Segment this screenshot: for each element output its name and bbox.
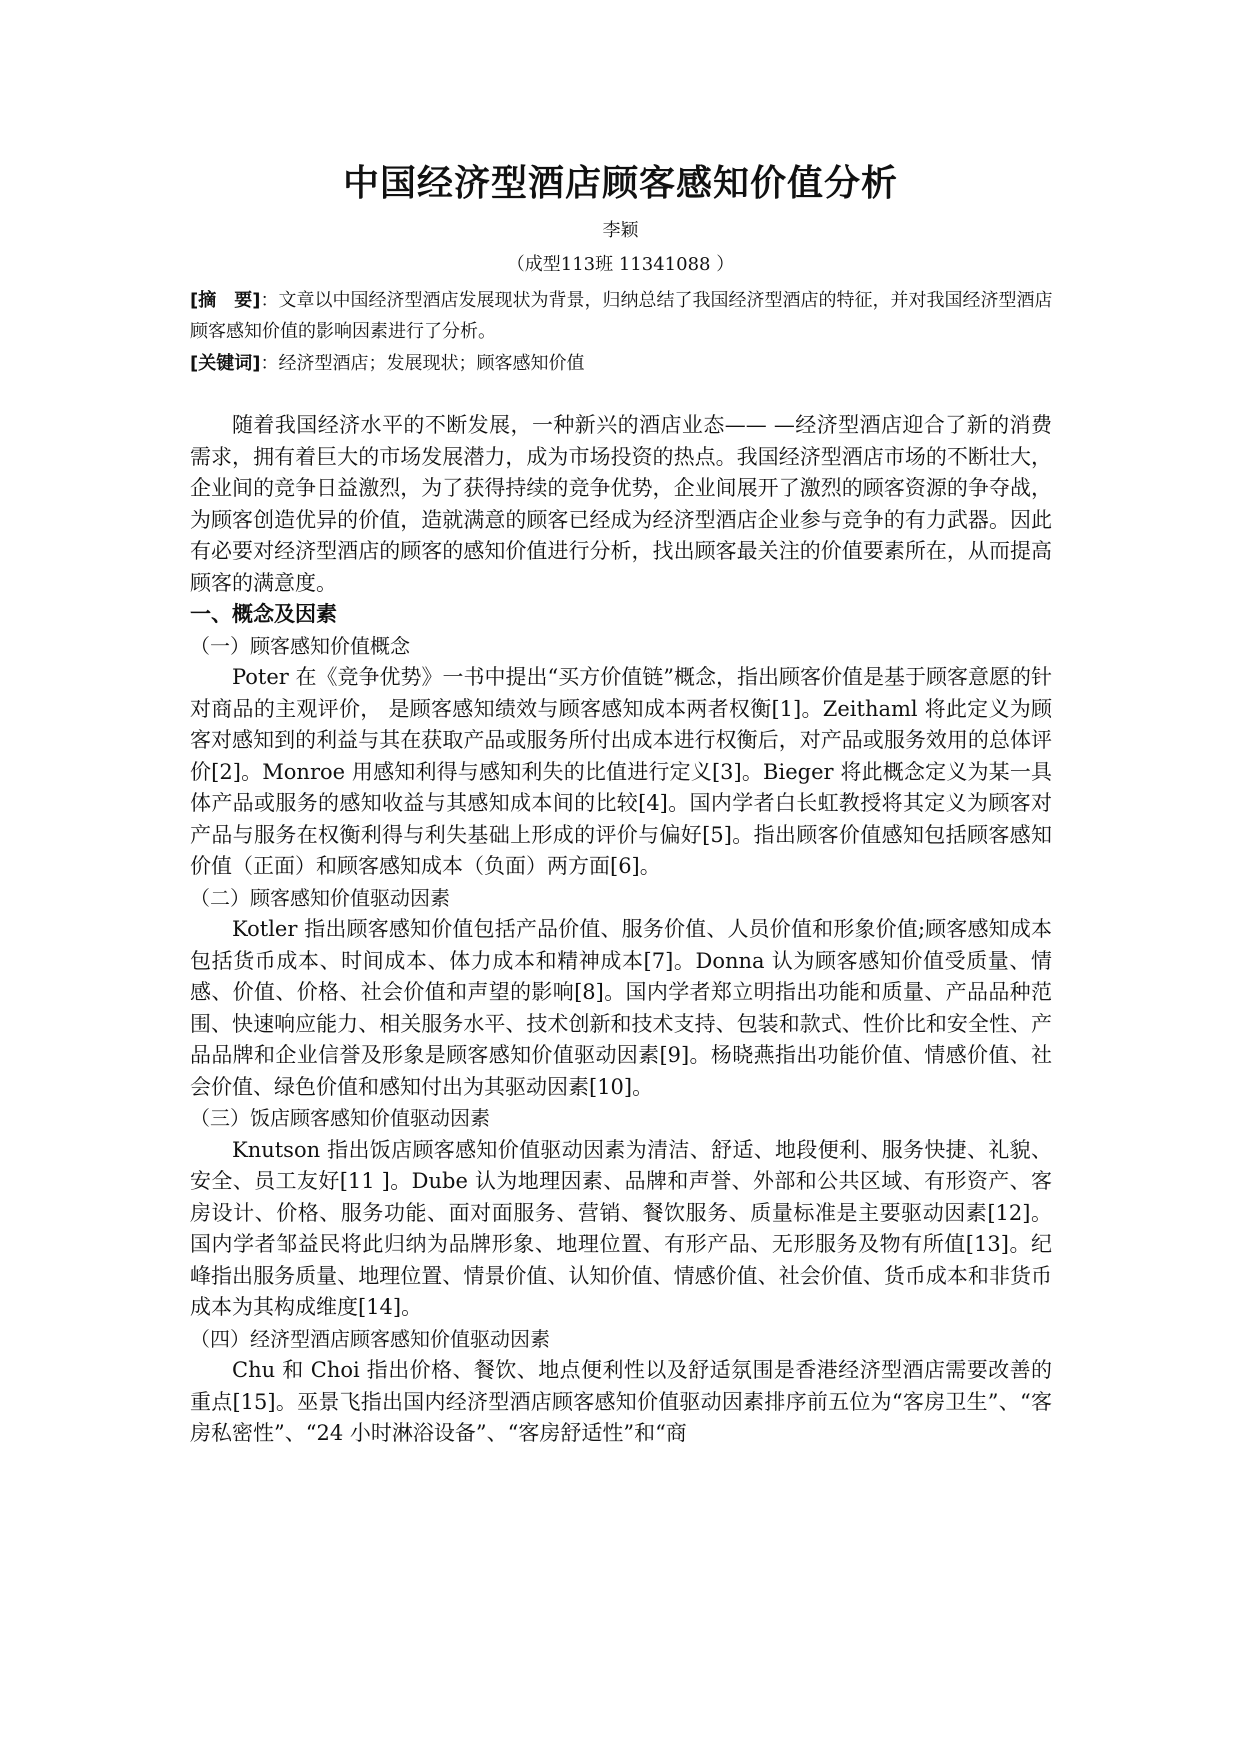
keywords-label: [关键词] bbox=[190, 353, 261, 374]
section-heading: 一、概念及因素 bbox=[190, 602, 337, 626]
subsection-heading: （三）饭店顾客感知价值驱动因素 bbox=[190, 1106, 490, 1130]
keywords-text: ：经济型酒店；发展现状；顾客感知价值 bbox=[260, 353, 585, 374]
intro-paragraph: 随着我国经济水平的不断发展，一种新兴的酒店业态—— —经济型酒店迎合了新的消费需求，拥有着巨大的市场发展潜力，成为市场投资的热点。我国经济型酒店市场的不断壮大，企业间的竞争日益激烈，为了获得持续的竞争优势，企业间展开了激烈的顾客资源的争夺战，为顾客创造优异的价值，造就满意的顾客已经成为经济型酒店企业参与竞争的有力武器。因此有必要对经济型酒店的顾客的感知价值进行分析，找出顾客最关注的价值要素所在，从而提高顾客的满意度。 bbox=[190, 413, 1052, 595]
author-name: 李颖 bbox=[602, 220, 639, 241]
abstract bbox=[190, 285, 1060, 347]
abstract-label: [摘 要] bbox=[190, 290, 261, 311]
body-text bbox=[190, 410, 1052, 1450]
paragraph: Knutson 指出饭店顾客感知价值驱动因素为清洁、舒适、地段便利、服务快捷、礼貌、安全、员工友好[11 ]。Dube 认为地理因素、品牌和声誉、外部和公共区域、有形资产、客房设计、价格、服务功能、面对面服务、营销、餐饮服务、质量标准是主要驱动因素[12]。国内学者邹益民将此归纳为品牌形象、地理位置、有形产品、无形服务及物有所值[13]。纪峰指出服务质量、地理位置、情景价值、认知价值、情感价值、社会价值、货币成本和非货币成本为其构成维度[14]。 bbox=[190, 1137, 1052, 1319]
paragraph: Kotler 指出顾客感知价值包括产品价值、服务价值、人员价值和形象价值;顾客感知成本包括货币成本、时间成本、体力成本和精神成本[7]。Donna 认为顾客感知价值受质量、情感、价值、价格、社会价值和声望的影响[8]。国内学者郑立明指出功能和质量、产品品种范围、快速响应能力、相关服务水平、技术创新和技术支持、包装和款式、性价比和安全性、产品品牌和企业信誉及形象是顾客感知价值驱动因素[9]。杨晓燕指出功能价值、情感价值、社会价值、绿色价值和感知付出为其驱动因素[10]。 bbox=[190, 917, 1052, 1099]
paragraph: Chu 和 Choi 指出价格、餐饮、地点便利性以及舒适氛围是香港经济型酒店需要改善的重点[15]。巫景飞指出国内经济型酒店顾客感知价值驱动因素排序前五位为“客房卫生”、“客房私密性”、“24 小时淋浴设备”、“客房舒适性”和“商 bbox=[190, 1358, 1052, 1445]
subsection-heading: （一）顾客感知价值概念 bbox=[190, 633, 410, 658]
keywords bbox=[190, 348, 1060, 379]
class-info: （成型113班 11341088 ） bbox=[506, 254, 735, 275]
paper-title: 中国经济型酒店顾客感知价值分析 bbox=[342, 163, 898, 204]
subsection-heading: （四）经济型酒店顾客感知价值驱动因素 bbox=[190, 1326, 550, 1351]
subsection-heading: （二）顾客感知价值驱动因素 bbox=[190, 885, 450, 910]
paragraph: Poter 在《竞争优势》一书中提出“买方价值链”概念，指出顾客价值是基于顾客意愿的针对商品的主观评价， 是顾客感知绩效与顾客感知成本两者权衡[1]。Zeithaml 将此定义为顾客对感知到的利益与其在获取产品或服务所付出成本进行权衡后，对产品或服务效用的总体评价[2]。Monroe 用感知利得与感知利失的比值进行定义[3]。Bieger 将此概念定义为某一具体产品或服务的感知收益与其感知成本间的比较[4]。国内学者白长虹教授将其定义为顾客对产品与服务在权衡利得与利失基础上形成的评价与偏好[5]。指出顾客价值感知包括顾客感知价值（正面）和顾客感知成本（负面）两方面[6]。 bbox=[190, 665, 1052, 878]
abstract-text: ：文章以中国经济型酒店发展现状为背景，归纳总结了我国经济型酒店的特征，并对我国经济型酒店顾客感知价值的影响因素进行了分析。 bbox=[190, 290, 1053, 342]
